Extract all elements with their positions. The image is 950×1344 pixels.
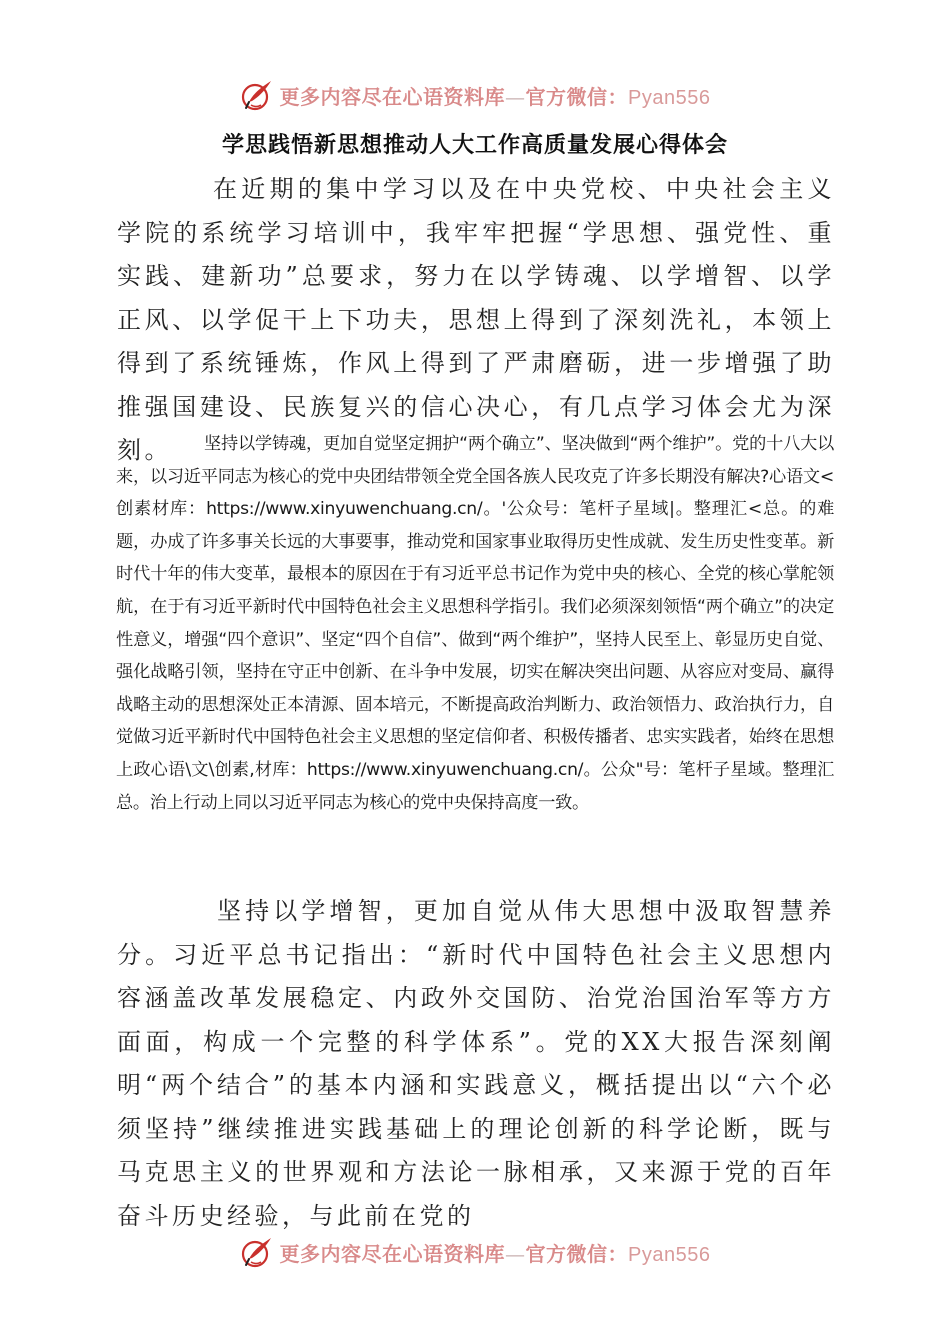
watermark-dash: — [505, 1241, 526, 1266]
watermark-text [280, 81, 711, 110]
watermark-wechat-id: Pyan556 [628, 1243, 711, 1266]
quill-logo-icon [240, 78, 274, 112]
watermark-text [280, 1238, 711, 1267]
quill-logo-icon [240, 1235, 274, 1269]
document-title: 学思践悟新思想推动人大工作高质量发展心得体会 [221, 132, 728, 158]
watermark-wechat-label: 官方微信： [525, 1241, 629, 1266]
watermark-main: 更多内容尽在心语资料库 [279, 84, 506, 109]
watermark-wechat-label: 官方微信： [525, 84, 629, 109]
watermark-dash: — [505, 84, 526, 109]
watermark-wechat-id: Pyan556 [628, 86, 711, 109]
footer-watermark-banner [0, 1232, 950, 1272]
watermark-main: 更多内容尽在心语资料库 [279, 1241, 506, 1266]
header-watermark-banner [0, 75, 950, 115]
paragraph-wisdom: 坚持以学增智，更加自觉从伟大思想中汲取智慧养分。习近平总书记指出：“新时代中国特色社会主义思想内容涵盖改革发展稳定、内政外交国防、治党治国治军等方方面面，构成一个完整的科学体系”。党的XX大报告深刻阐明“两个结合”的基本内涵和实践意义，概括提出以“六个必须坚持”继续推进实践基础上的理论创新的科学论断，既与马克思主义的世界观和方法论一脉相承，又来源于党的百年奋斗历史经验，与此前在党的 [117, 897, 835, 1230]
paragraph-intro: 在近期的集中学习以及在中央党校、中央社会主义学院的系统学习培训中，我牢牢把握“学思想、强党性、重实践、建新功”总要求，努力在以学铸魂、以学增智、以学正风、以学促干上下功夫，思想上得到了深刻洗礼，本领上得到了系统锤炼，作风上得到了严肃磨砺，进一步增强了助推强国建设、民族复兴的信心决心，有几点学习体会尤为深刻。 [117, 175, 835, 464]
paragraph-soul: 坚持以学铸魂，更加自觉坚定拥护“两个确立”、坚决做到“两个维护”。党的十八大以来，以习近平同志为核心的党中央团结带领全党全国各族人民攻克了许多长期没有解决?心语文<创素材库：https://www.xinyuwenchuang.cn/。'公众号：笔杆子星域|。整理汇<总。的难题，办成了许多事关长远的大事要事，推动党和国家事业取得历史性成就、发生历史性变革。新时代十年的伟大变革，最根本的原因在于有习近平总书记作为党中央的核心、全党的核心掌舵领航，在于有习近平新时代中国特色社会主义思想科学指引。我们必须深刻领悟“两个确立”的决定性意义，增强“四个意识”、坚定“四个自信”、做到“两个维护”，坚持人民至上、彰显历史自觉、强化战略引领，坚持在守正中创新、在斗争中发展，切实在解决突出问题、从容应对变局、赢得战略主动的思想深处正本清源、固本培元，不断提高政治判断力、政治领悟力、政治执行力，自觉做习近平新时代中国特色社会主义思想的坚定信仰者、积极传播者、忠实实践者，始终在思想上政心语\文\创素,材库：https://www.xinyuwenchuang.cn/。公众"号：笔杆子星域。整理汇总。治上行动上同以习近平同志为核心的党中央保持高度一致。 [116, 434, 834, 813]
